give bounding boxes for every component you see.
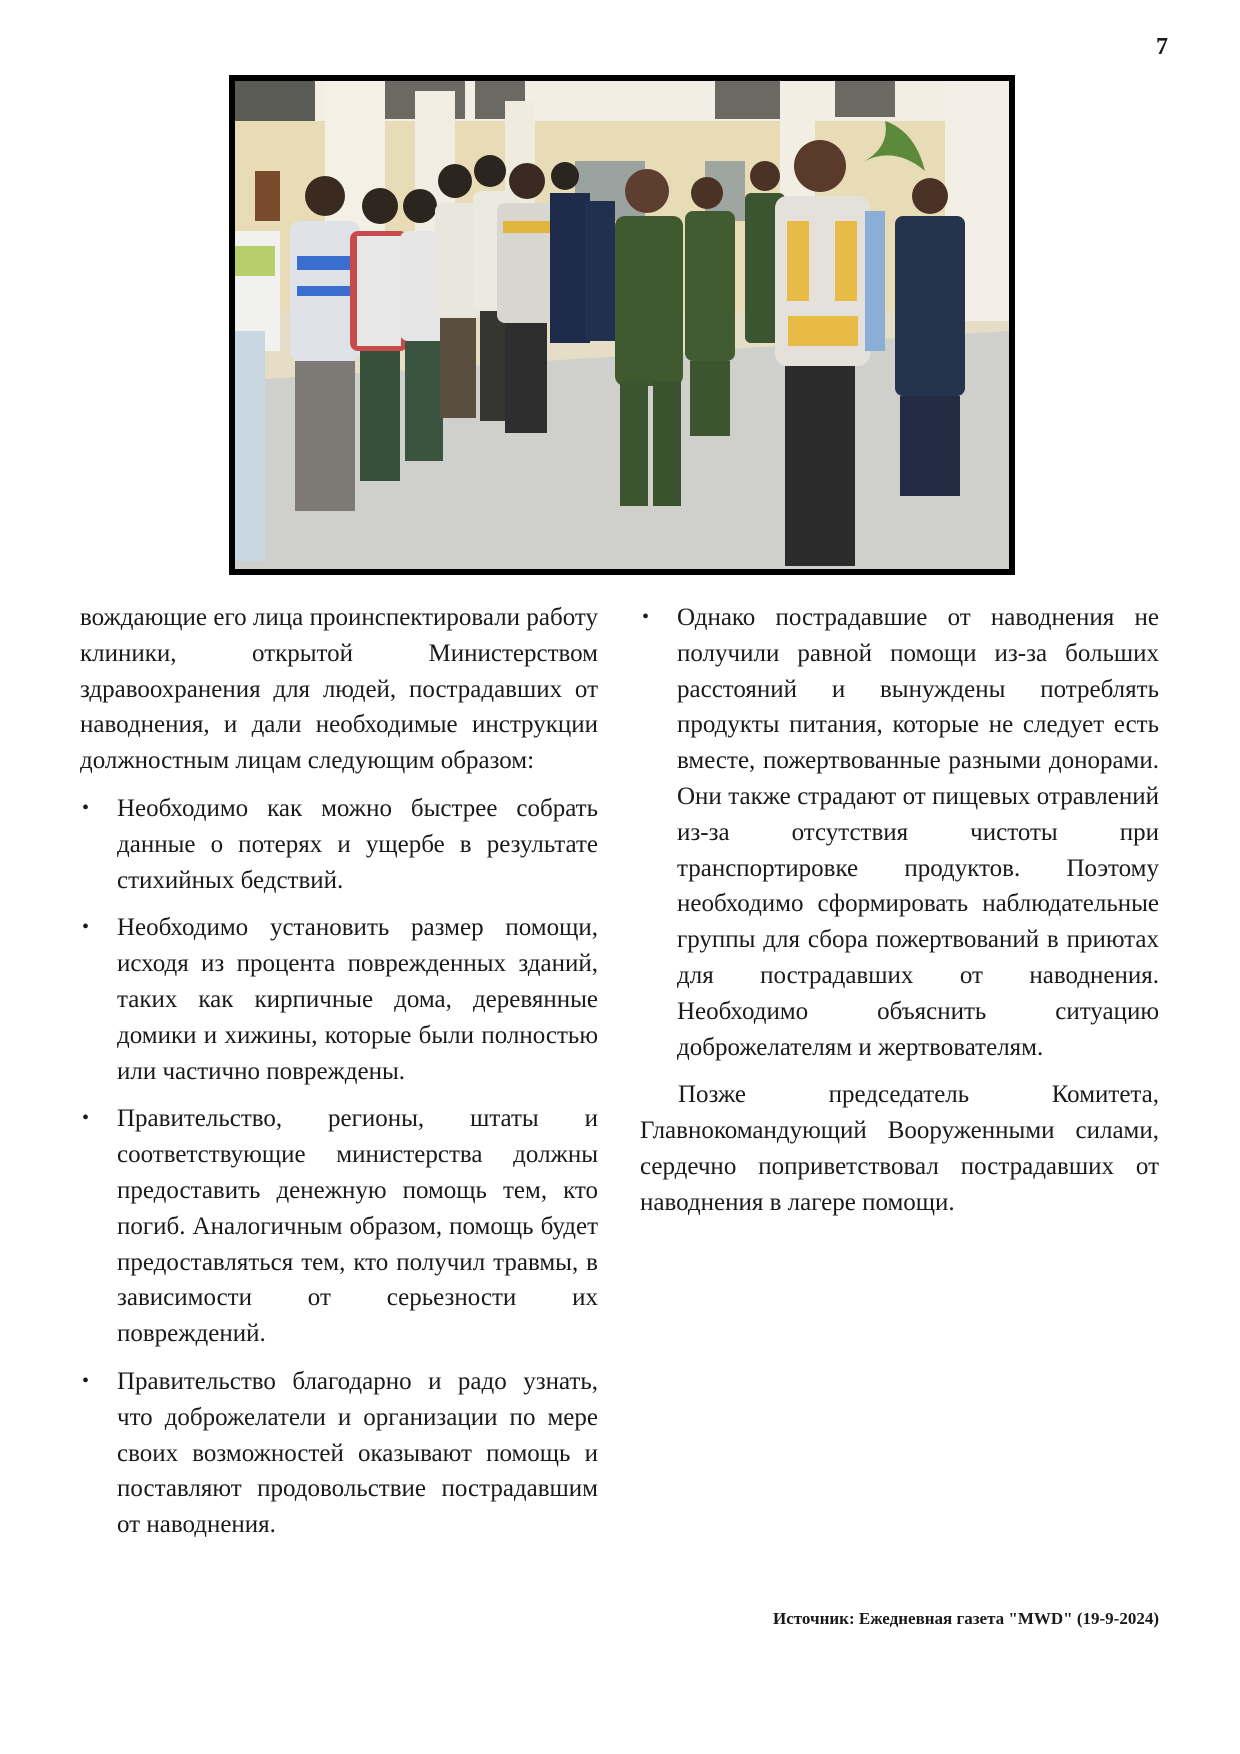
right-column [640,600,1159,1233]
news-photo [229,75,1015,575]
closing-paragraph: Позже председатель Комитета, Главнокомандующий Вооруженными силами, сердечно поприветствовал пострадавших от наводнения в лагере помощи. [640,1081,1159,1216]
photo-inspection-scene-icon [235,81,1009,569]
list-item [80,910,598,1089]
list-item-text: Правительство благодарно и радо узнать, что доброжелатели и организации по мере своих возможностей оказывают помощь и поставляют продовольствие пострадавшим от наводнения. [117,1367,598,1539]
bullet-icon: • [82,1107,90,1130]
bullet-icon: • [82,1369,90,1392]
list-item-text: Необходимо установить размер помощи, исходя из процента поврежденных зданий, таких как кирпичные дома, деревянные домики и хижины, которые были полностью или частично повреждены. [117,914,598,1085]
list-item-text: Однако пострадавшие от наводнения не получили равной помощи из-за больших расстояний и вынуждены потреблять продукты питания, которые не следует есть вместе, пожертвованные разными донорами. Они также страдают от пищевых отравлений из-за отсутствия чистоты при транспортировке продуктов. Поэтому необходимо сформировать наблюдательные группы для сбора пожертвований в приютах для пострадавших от наводнения. Необходимо объяснить ситуацию доброжелателям и жертвователям. [677,604,1159,1061]
instruction-list-continued [640,600,1159,1065]
list-item-text: Правительство, регионы, штаты и соответствующие министерства должны предоставить денежную помощь тем, кто погиб. Аналогичным образом, помощь будет предоставляться тем, кто получил травмы, в зависимости от серьезности их повреждений. [117,1105,598,1348]
bullet-icon: • [82,916,90,939]
list-item [80,1364,598,1543]
list-item [80,791,598,898]
page-number: 7 [1156,34,1168,60]
intro-paragraph: вождающие его лица проинспектировали работу клиники, открытой Министерством здравоохранения для людей, пострадавших от наводнения, и дали необходимые инструкции должностным лицам следующим образом: [80,604,598,775]
left-column [80,600,598,1555]
list-item [80,1101,598,1352]
bullet-icon: • [642,606,650,628]
source-credit: Источник: Ежедневная газета "MWD" (19-9-2024) [773,1609,1159,1628]
bullet-icon: • [82,796,90,819]
list-item [640,600,1159,1065]
instruction-list [80,791,598,1543]
list-item-text: Необходимо как можно быстрее собрать данные о потерях и ущербе в результате стихийных бедствий. [117,794,598,894]
